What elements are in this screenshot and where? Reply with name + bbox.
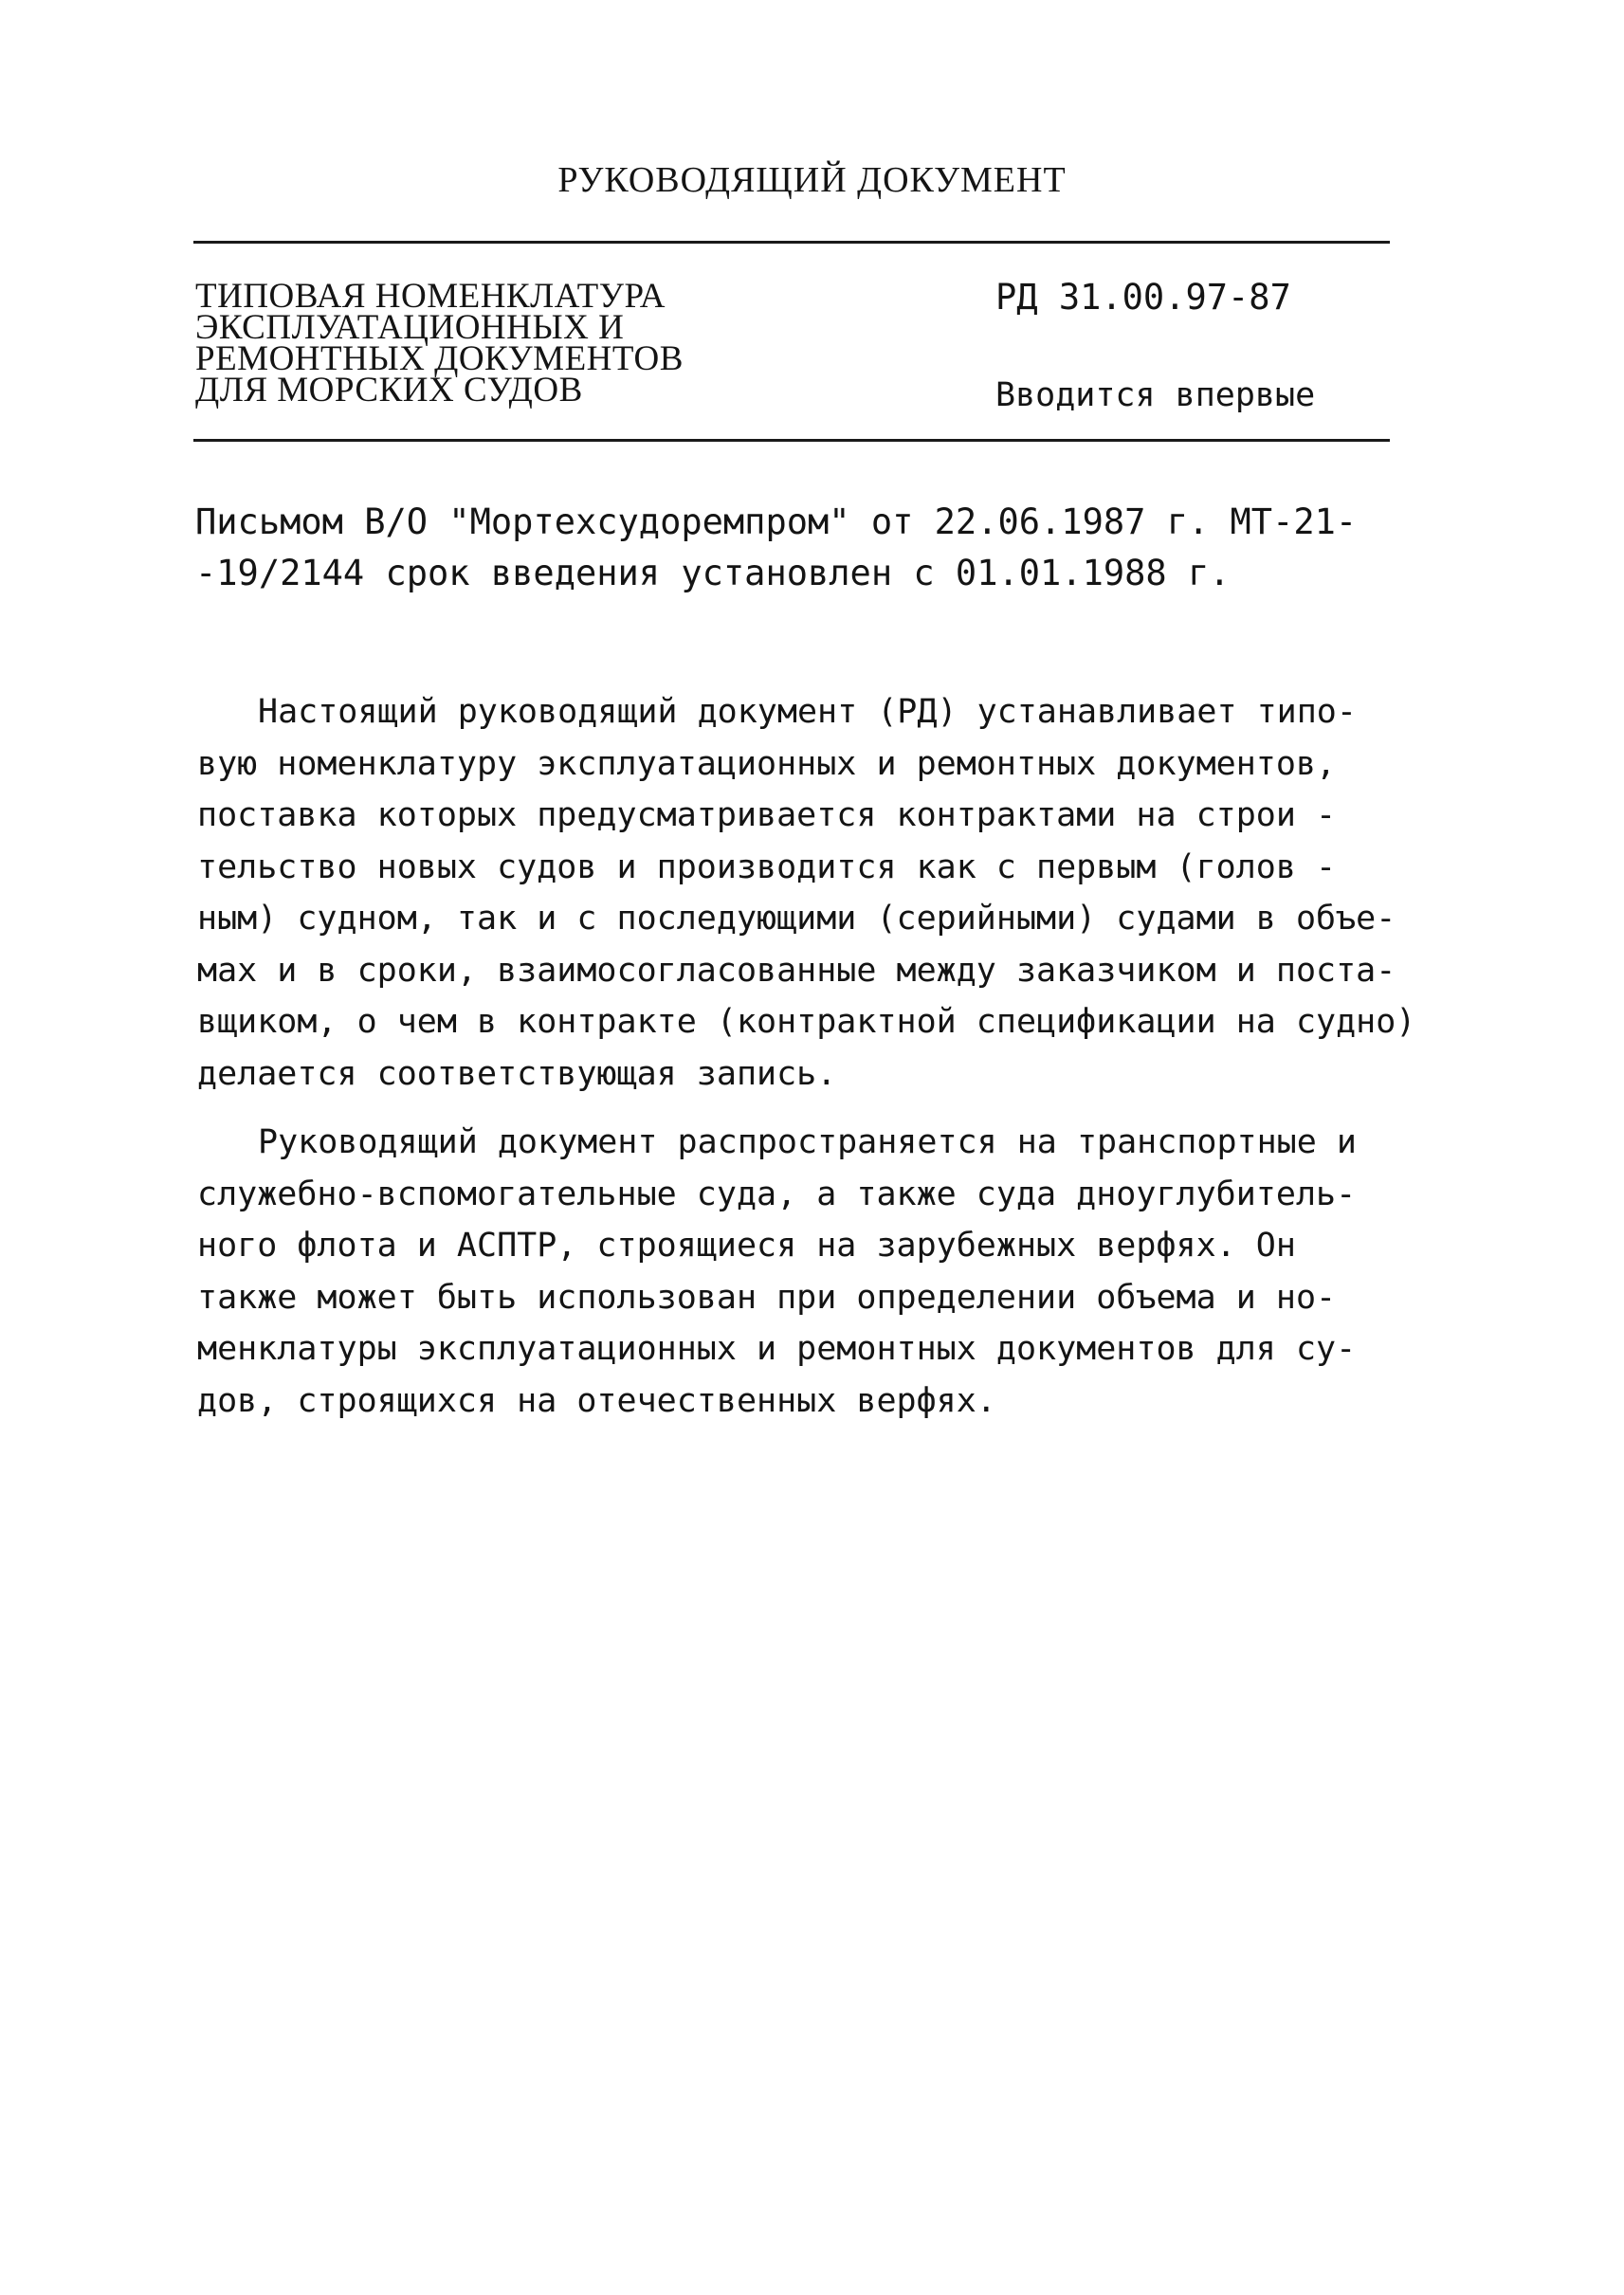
letter-line: Письмом В/О "Мортехсудоремпром" от 22.06.1987 г. МТ-21- (195, 501, 1358, 542)
title-line: ТИПОВАЯ НОМЕНКЛАТУРА (195, 277, 666, 316)
paragraph-line: вую номенклатуру эксплуатационных и ремонтных документов, (197, 744, 1337, 783)
document-number: РД 31.00.97-87 (995, 277, 1291, 318)
paragraph-line: тельство новых судов и производится как с первым (голов - (197, 847, 1337, 886)
paragraph-line: вщиком, о чем в контракте (контрактной спецификации на судно) (197, 1003, 1416, 1041)
document-status: Вводится впервые (995, 376, 1316, 414)
paragraph-scope (197, 686, 1449, 1100)
paragraph-line: дов, строящихся на отечественных верфях. (197, 1381, 996, 1420)
paragraph-applicability (197, 1117, 1449, 1427)
paragraph-line: также может быть использован при определении объема и но- (197, 1278, 1337, 1317)
document-title (195, 277, 802, 410)
top-divider (193, 241, 1390, 244)
paragraph-line: ным) судном, так и с последующими (серийными) судами в объе- (197, 900, 1396, 938)
title-line: ДЛЯ МОРСКИХ СУДОВ (195, 371, 583, 410)
title-line: РЕМОНТНЫХ ДОКУМЕНТОВ (195, 339, 684, 378)
paragraph-line: поставка которых предусматривается контрактами на строи - (197, 796, 1337, 834)
bottom-divider (193, 439, 1390, 442)
paragraph-line: ного флота и АСПТР, строящиеся на зарубежных верфях. Он (197, 1227, 1296, 1265)
paragraph-line: мах и в сроки, взаимосогласованные между заказчиком и поста- (197, 951, 1396, 990)
introduction-letter (195, 497, 1428, 599)
paragraph-line: служебно-вспомогательные суда, а также суда дноуглубитель- (197, 1175, 1357, 1213)
paragraph-line: Руководящий документ распространяется на транспортные и (258, 1123, 1357, 1161)
title-line: ЭКСПЛУАТАЦИОННЫХ И (195, 308, 625, 347)
paragraph-line: Настоящий руководящий документ (РД) устанавливает типо- (258, 693, 1357, 731)
paragraph-line: менклатуры эксплуатационных и ремонтных документов для су- (197, 1330, 1357, 1368)
paragraph-line: делается соответствующая запись. (197, 1054, 837, 1093)
document-type-heading: РУКОВОДЯЩИЙ ДОКУМЕНТ (557, 160, 1067, 200)
letter-line: -19/2144 срок введения установлен с 01.01.1988 г. (195, 553, 1231, 593)
